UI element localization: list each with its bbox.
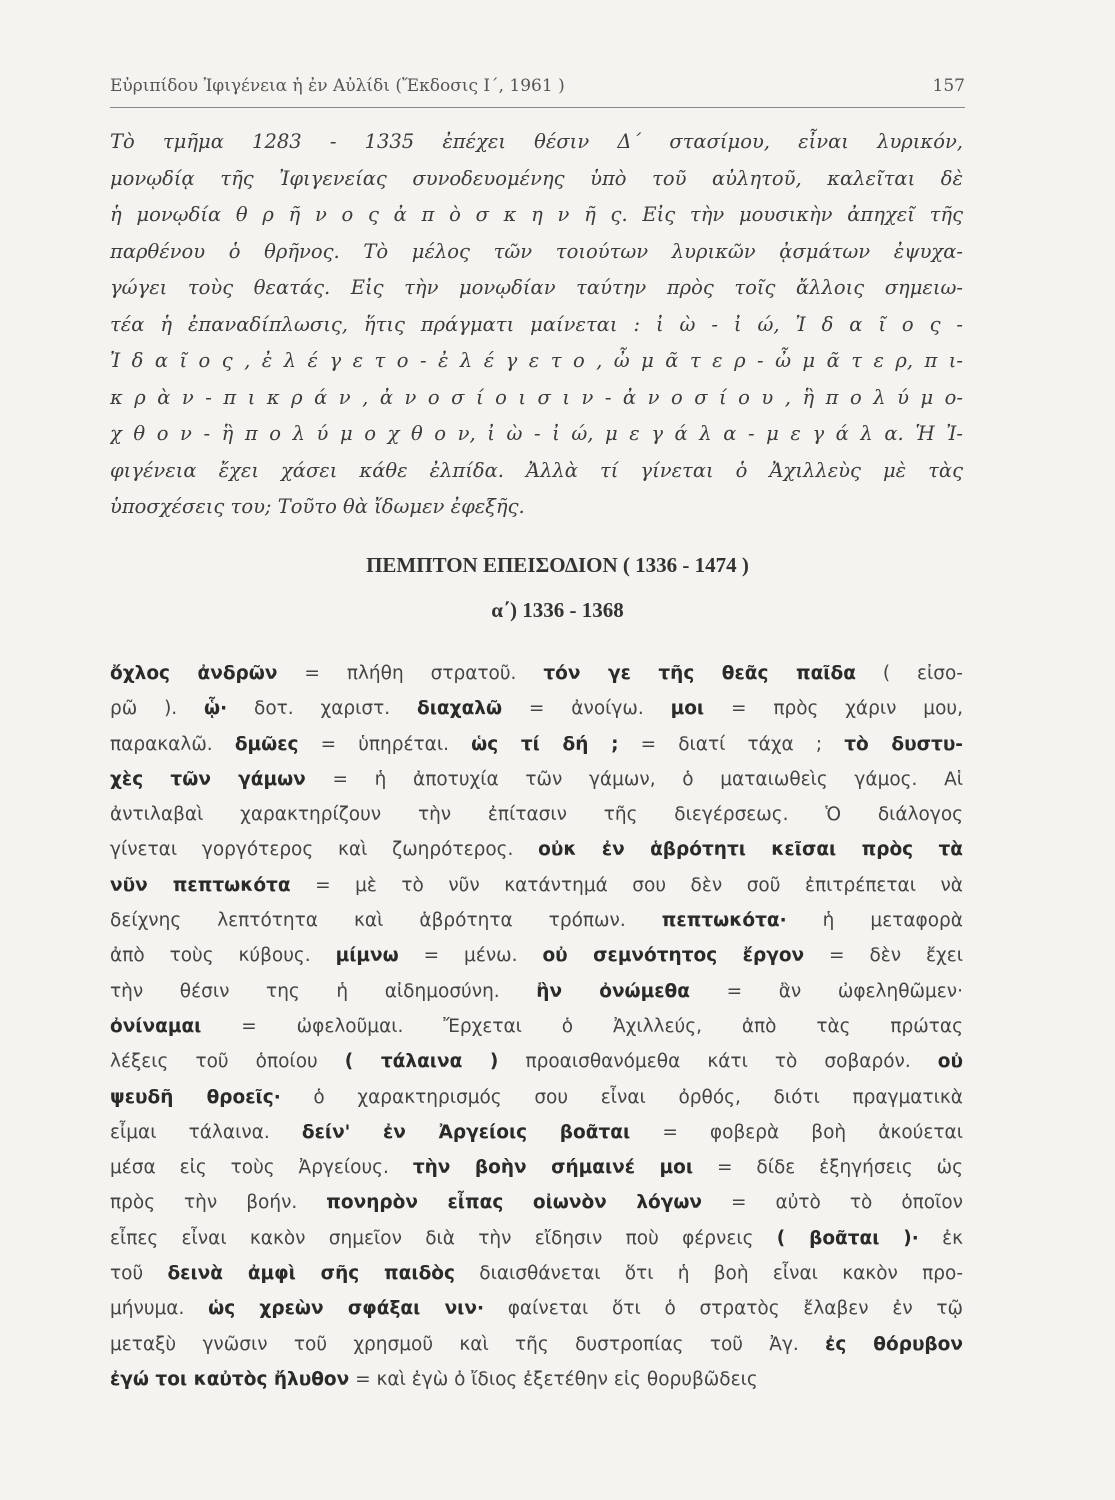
intro-line: παρθένου ὁ θρῆνος. Τὸ μέλος τῶν τοιούτων λυρικῶν ᾀσμάτων ἐψυχα- xyxy=(110,239,963,263)
gloss: εἶμαι τάλαινα. xyxy=(110,1121,302,1143)
header-rule xyxy=(110,107,965,108)
section-subtitle: α΄) 1336 - 1368 xyxy=(491,598,624,622)
lemma: πονηρὸν εἶπας οἰωνὸν λόγων xyxy=(326,1192,703,1214)
gloss: εἶπες εἶναι κακὸν σημεῖον διὰ τὴν εἴδησιν ποὺ φέρνεις xyxy=(110,1227,777,1249)
gloss: μέσα εἰς τοὺς Ἀργείους. xyxy=(110,1157,413,1179)
lemma: ( βοᾶται )· xyxy=(776,1227,919,1249)
note-line xyxy=(110,1080,963,1115)
gloss: τοῦ xyxy=(110,1263,168,1285)
lemma: οὐκ ἐν ἁβρότητι κεῖσαι πρὸς τὰ xyxy=(538,839,963,861)
intro-line: Ἰ δ α ῖ ο ς , ἐ λ έ γ ε τ ο - ἐ λ έ γ ε τ ο , ὦ μ ᾶ τ ε ρ - ὦ μ ᾶ τ ε ρ, π ι- xyxy=(110,349,963,372)
lemma: οὐ σεμνότητος ἔργον xyxy=(542,945,805,967)
gloss: μεταξὺ γνῶσιν τοῦ χρησμοῦ καὶ τῆς δυστροπίας τοῦ Ἀγ. xyxy=(110,1333,826,1355)
intro-line: κ ρ ὰ ν - π ι κ ρ ά ν , ἀ ν ο σ ί ο ι σ ι ν - ἀ ν ο σ ί ο υ , ἣ π ο λ ύ μ ο- xyxy=(110,385,963,409)
gloss: φαίνεται ὅτι ὁ στρατὸς ἔλαβεν ἐν τῷ xyxy=(484,1298,963,1320)
gloss: = ἀνοίγω. xyxy=(502,698,671,720)
intro-line: μονῳδίᾳ τῆς Ἰφιγενείας συνοδευομένης ὑπὸ τοῦ αὐλητοῦ, καλεῖται δὲ xyxy=(110,166,963,190)
gloss: ἐκ xyxy=(918,1227,963,1249)
running-title: Εὐριπίδου Ἰφιγένεια ἡ ἐν Αὐλίδι (Ἔκδοσις Ι΄, 1961 ) xyxy=(110,76,565,96)
lemma: τόν γε τῆς θεᾶς παῖδα xyxy=(543,663,856,684)
gloss: ἀντιλαβαὶ χαρακτηρίζουν τὴν ἐπίτασιν τῆς διεγέρσεως. Ὁ διάλογος xyxy=(110,804,963,826)
note-line xyxy=(110,938,963,973)
lemma: ὡς τί δή ; xyxy=(471,733,619,755)
note-line xyxy=(110,1256,963,1291)
gloss: = δίδε ἐξηγήσεις ὡς xyxy=(693,1157,963,1179)
lemma: ἐγώ τοι καὐτὸς ἤλυθον xyxy=(110,1368,350,1390)
gloss: = φοβερὰ βοὴ ἀκούεται xyxy=(630,1121,963,1143)
section-title: ΠΕΜΠΤΟΝ ΕΠΕΙΣΟΔΙΟΝ ( 1336 - 1474 ) xyxy=(366,553,749,577)
gloss: = καὶ ἐγὼ ὁ ἴδιος ἐξετέθην εἰς θορυβῶδεις xyxy=(349,1368,758,1390)
lemma: ὀνίναμαι xyxy=(110,1015,202,1037)
intro-line: ἡ μονῳδία θ ρ ῆ ν ο ς ἀ π ὸ σ κ η ν ῆ ς. Εἰς τὴν μουσικὴν ἀπηχεῖ τῆς xyxy=(110,203,963,226)
gloss: λέξεις τοῦ ὁποίου xyxy=(110,1051,345,1073)
gloss: δείχνης λεπτότητα καὶ ἁβρότητα τρόπων. xyxy=(110,910,662,932)
gloss: = πλήθη στρατοῦ. xyxy=(277,663,544,684)
note-line xyxy=(110,1221,963,1256)
gloss: = δὲν ἔχει xyxy=(804,945,963,967)
page-header xyxy=(110,72,965,104)
note-line xyxy=(110,832,963,867)
note-line xyxy=(110,797,963,832)
lemma: νῦν πεπτωκότα xyxy=(110,874,291,896)
note-line xyxy=(110,1150,963,1185)
page-number: 157 xyxy=(932,76,965,96)
lemma: ᾧ· xyxy=(204,698,228,720)
note-line xyxy=(110,1009,963,1044)
lemma: οὐ xyxy=(937,1051,963,1073)
note-line xyxy=(110,1291,963,1326)
lemma: ψευδῆ θροεῖς· xyxy=(110,1086,281,1108)
lemma: δεινὰ ἀμφὶ σῆς παιδὸς xyxy=(167,1263,455,1285)
intro-line: φιγένεια ἔχει χάσει κάθε ἐλπίδα. Ἀλλὰ τί γίνεται ὁ Ἀχιλλεὺς μὲ τὰς xyxy=(110,458,963,482)
gloss: = μὲ τὸ νῦν κατάντημά σου δὲν σοῦ ἐπιτρέπεται νὰ xyxy=(290,874,963,896)
gloss: ( εἰσο- xyxy=(855,663,963,684)
lemma: μοι xyxy=(670,698,705,720)
gloss: μήνυμα. xyxy=(110,1298,209,1320)
gloss: τὴν θέσιν της ἡ αἰδημοσύνη. xyxy=(110,980,537,1002)
gloss: ρῶ ). xyxy=(110,698,205,720)
gloss: = αὐτὸ τὸ ὁποῖον xyxy=(702,1192,963,1214)
note-line xyxy=(110,727,963,762)
lemma: πεπτωκότα· xyxy=(661,910,787,932)
gloss: = πρὸς χάριν μου, xyxy=(704,698,963,720)
gloss: διαισθάνεται ὅτι ἡ βοὴ εἶναι κακὸν προ- xyxy=(454,1263,963,1285)
intro-line: τέα ἡ ἐπαναδίπλωσις, ἥτις πράγματι μαίνεται : ἰ ὼ - ἰ ώ, Ἰ δ α ῖ ο ς - xyxy=(110,312,963,336)
gloss: = διατί τάχα ; xyxy=(618,733,845,755)
intro-line: χ θ ο ν - ἣ π ο λ ύ μ ο χ θ ο ν, ἰ ὼ - ἰ ώ, μ ε γ ά λ α - μ ε γ ά λ α. Ἡ Ἰ- xyxy=(110,422,963,445)
lemma: μίμνω xyxy=(335,945,399,967)
note-line xyxy=(110,974,963,1009)
lemma: ἢν ὀνώμεθα xyxy=(536,980,690,1002)
gloss: γίνεται γοργότερος καὶ ζωηρότερος. xyxy=(110,839,539,861)
gloss: ἡ μεταφορὰ xyxy=(786,910,963,932)
gloss: ἀπὸ τοὺς κύβους. xyxy=(110,945,336,967)
intro-line: γώγει τοὺς θεατάς. Εἰς τὴν μονῳδίαν ταύτην πρὸς τοῖς ἄλλοις σημειω- xyxy=(110,276,963,299)
gloss: πρὸς τὴν βοήν. xyxy=(110,1192,327,1214)
lemma: δμῶες xyxy=(234,733,299,755)
note-line xyxy=(110,691,963,726)
lemma: δείν' ἐν Ἀργείοις βοᾶται xyxy=(301,1121,631,1143)
commentary-notes xyxy=(110,656,963,1397)
gloss: δοτ. χαριστ. xyxy=(227,698,418,720)
note-line xyxy=(110,903,963,938)
gloss: ὁ χαρακτηρισμός σου εἶναι ὀρθός, διότι πραγματικὰ xyxy=(280,1086,963,1108)
lemma: ( τάλαινα ) xyxy=(344,1051,499,1073)
lemma: διαχαλῶ xyxy=(417,698,503,720)
note-line xyxy=(110,1115,963,1150)
note-line xyxy=(110,1362,963,1397)
gloss: προαισθανόμεθα κάτι τὸ σοβαρόν. xyxy=(498,1051,938,1073)
gloss: = ἂν ὠφεληθῶμεν· xyxy=(689,980,963,1002)
lemma: χὲς τῶν γάμων xyxy=(110,768,306,790)
lemma: ὄχλος ἀνδρῶν xyxy=(110,663,278,684)
gloss: = ὠφελοῦμαι. Ἔρχεται ὁ Ἀχιλλεύς, ἀπὸ τὰς πρώτας xyxy=(201,1015,963,1037)
gloss: παρακαλῶ. xyxy=(110,733,235,755)
intro-paragraph xyxy=(110,124,963,526)
intro-line: Τὸ τμῆμα 1283 - 1335 ἐπέχει θέσιν Δ΄ στασίμου, εἶναι λυρικόν, xyxy=(110,130,963,153)
note-line xyxy=(110,656,963,691)
lemma: τὴν βοὴν σήμαινέ μοι xyxy=(412,1157,694,1179)
note-line xyxy=(110,1327,963,1362)
note-line xyxy=(110,1185,963,1220)
lemma: τὸ δυστυ- xyxy=(844,733,963,755)
gloss: = μένω. xyxy=(398,945,543,967)
lemma: ἐς θόρυβον xyxy=(825,1333,963,1355)
gloss: = ἡ ἀποτυχία τῶν γάμων, ὁ ματαιωθεὶς γάμος. Αἱ xyxy=(305,768,963,790)
note-line xyxy=(110,1044,963,1079)
lemma: ὡς χρεὼν σφάξαι νιν· xyxy=(208,1298,485,1320)
note-line xyxy=(110,762,963,797)
intro-line: ὑποσχέσεις του; Τοῦτο θὰ ἴδωμεν ἐφεξῆς. xyxy=(110,495,525,518)
gloss: = ὑπηρέται. xyxy=(298,733,472,755)
note-line xyxy=(110,868,963,903)
